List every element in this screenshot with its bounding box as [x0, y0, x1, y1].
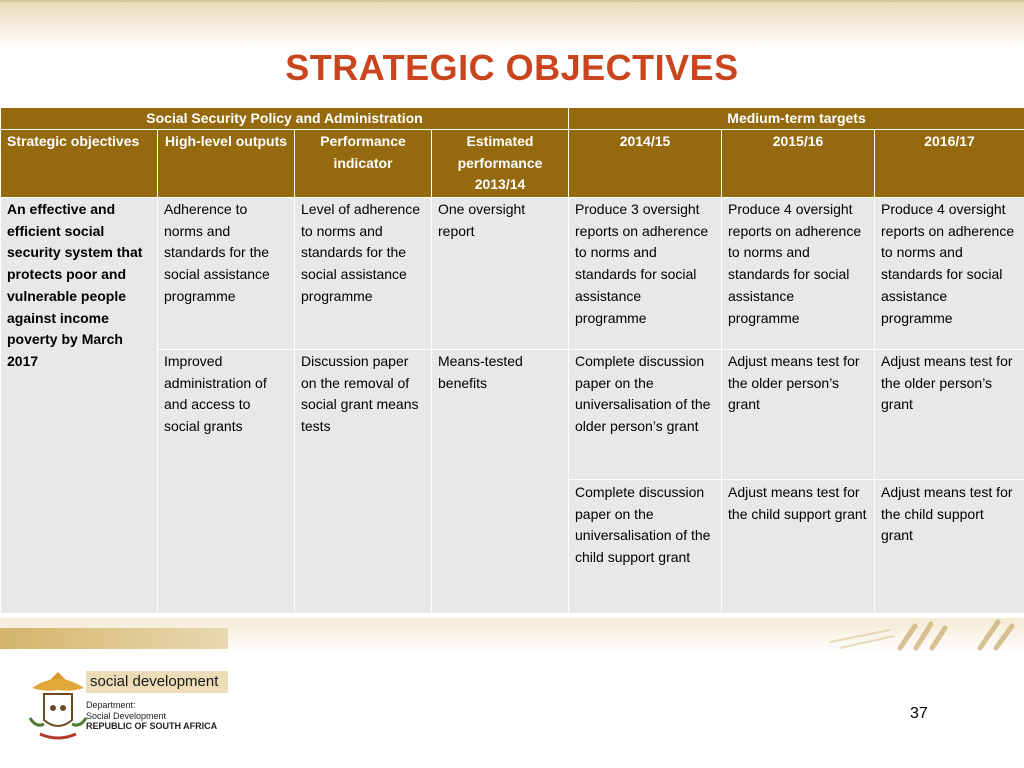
column-header-row: [1, 130, 1024, 198]
table-cell: Produce 4 oversight reports on adherence to norms and standards for social assistance programme: [875, 198, 1024, 350]
table-cell: Complete discussion paper on the universalisation of the child support grant: [569, 480, 722, 614]
table-cell: Means-tested benefits: [432, 350, 569, 614]
brush-stroke-decoration: [830, 618, 1024, 654]
top-decorative-band: [0, 0, 1024, 50]
bottom-decorative-band: [0, 618, 1024, 654]
column-header: 2014/15: [569, 130, 722, 198]
column-header: 2015/16: [722, 130, 875, 198]
brand-name: social development: [86, 671, 228, 693]
table-cell: Adherence to norms and standards for the social assistance programme: [158, 198, 295, 350]
department-label: Department: Social Development REPUBLIC OF SOUTH AFRICA: [86, 700, 218, 731]
strategic-objectives-table: [0, 107, 1024, 614]
table-cell: Adjust means test for the child support grant: [875, 480, 1024, 614]
group-header-row: [1, 108, 1024, 130]
slide-title: STRATEGIC OBJECTIVES: [285, 47, 739, 88]
column-header: 2016/17: [875, 130, 1024, 198]
group-header-left: Social Security Policy and Administration: [1, 108, 569, 130]
column-header: High-level outputs: [158, 130, 295, 198]
table-cell: Complete discussion paper on the universalisation of the older person’s grant: [569, 350, 722, 480]
table-cell: Produce 3 oversight reports on adherence to norms and standards for social assistance programme: [569, 198, 722, 350]
table-cell: One oversight report: [432, 198, 569, 350]
group-header-right: Medium-term targets: [569, 108, 1024, 130]
strategic-objective-cell: An effective and efficient social security system that protects poor and vulnerable people against income poverty by March 2017: [1, 198, 158, 614]
column-header: Estimated performance 2013/14: [432, 130, 569, 198]
table-row: [1, 198, 1024, 350]
table-cell: Discussion paper on the removal of social grant means tests: [295, 350, 432, 614]
page-number: 37: [910, 705, 928, 722]
table-cell: Adjust means test for the older person’s grant: [875, 350, 1024, 480]
column-header: Performance indicator: [295, 130, 432, 198]
table-cell: Improved administration of and access to social grants: [158, 350, 295, 614]
table-cell: Produce 4 oversight reports on adherence to norms and standards for social assistance programme: [722, 198, 875, 350]
table-cell: Level of adherence to norms and standards for the social assistance programme: [295, 198, 432, 350]
table-cell: Adjust means test for the older person’s grant: [722, 350, 875, 480]
column-header: Strategic objectives: [1, 130, 158, 198]
coat-of-arms-logo: [22, 668, 94, 748]
table-cell: Adjust means test for the child support grant: [722, 480, 875, 614]
